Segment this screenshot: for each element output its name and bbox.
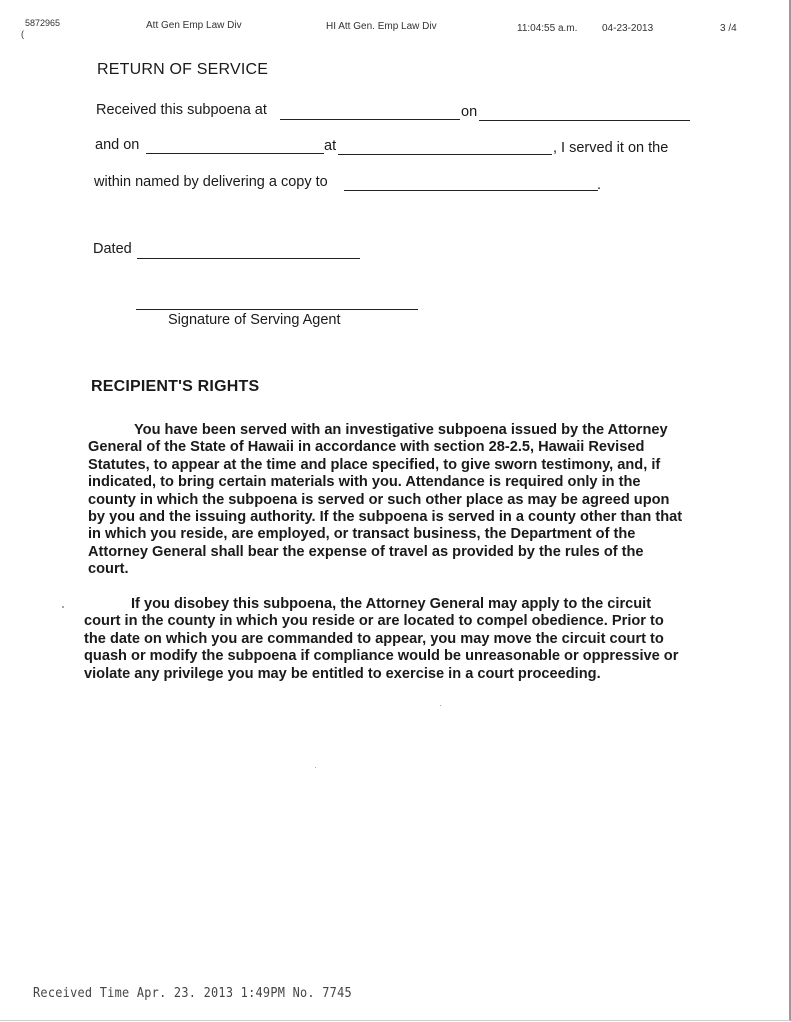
return-of-service-title: RETURN OF SERVICE	[97, 61, 269, 78]
fax-sender: Att Gen Emp Law Div	[146, 20, 242, 31]
scan-speck	[62, 606, 64, 608]
fax-department: HI Att Gen. Emp Law Div	[326, 21, 437, 32]
recipient-rights-title: RECIPIENT'S RIGHTS	[91, 378, 260, 395]
served-on-label: and on	[95, 137, 140, 153]
dated-blank	[137, 258, 360, 259]
fax-id: 5872965	[25, 18, 61, 28]
delivering-copy-blank	[344, 190, 598, 191]
fax-page-number: 3 /4	[720, 23, 737, 34]
received-at-label: Received this subpoena at	[96, 102, 267, 118]
served-it-on-label: , I served it on the	[553, 140, 669, 156]
rights-paragraph-1: You have been served with an investigative subpoena issued by the Attorney General of the State of Hawaii in accordance with section 28-2.5, Hawaii Revised Statutes, to appear at the time and place specified, to give sworn testimony, and, if indicated, to bring certain materials with you. Attendance is required only in the county in which the subpoena is served or such other place as may be agreed upon by you and the issuing authority. If the subpoena is served in a county other than that in which you reside, are employed, or transact business, the Department of the Attorney General shall bear the expense of travel as provided by the rules of the court.	[88, 422, 683, 578]
served-at-label: at	[324, 138, 337, 154]
received-time-stamp: Received Time Apr. 23. 2013 1:49PM No. 7745	[33, 985, 352, 1001]
rights-paragraph-2: If you disobey this subpoena, the Attorney General may apply to the circuit court in the county in which you reside or are located to compel obedience. Prior to the date on which you are commanded to appear, you may move the circuit court to quash or modify the subpoena if compliance would be unreasonable or oppressive or violate any privilege you may be entitled to exercise in a court proceeding.	[84, 596, 679, 682]
fax-mark: (	[21, 29, 24, 39]
signature-line	[136, 309, 418, 310]
scan-speck	[440, 705, 441, 706]
received-at-blank	[280, 119, 460, 120]
received-on-blank	[479, 120, 690, 121]
signature-label: Signature of Serving Agent	[168, 312, 341, 328]
received-on-label: on	[461, 104, 478, 120]
served-on-blank	[146, 153, 324, 154]
fax-date: 04-23-2013	[602, 23, 654, 34]
dated-label: Dated	[93, 241, 132, 257]
delivering-copy-period: .	[597, 177, 602, 193]
delivering-copy-label: within named by delivering a copy to	[94, 174, 328, 190]
scan-speck	[315, 767, 316, 768]
fax-time: 11:04:55 a.m.	[517, 23, 578, 34]
served-at-blank	[338, 154, 552, 155]
fax-header	[0, 0, 791, 40]
